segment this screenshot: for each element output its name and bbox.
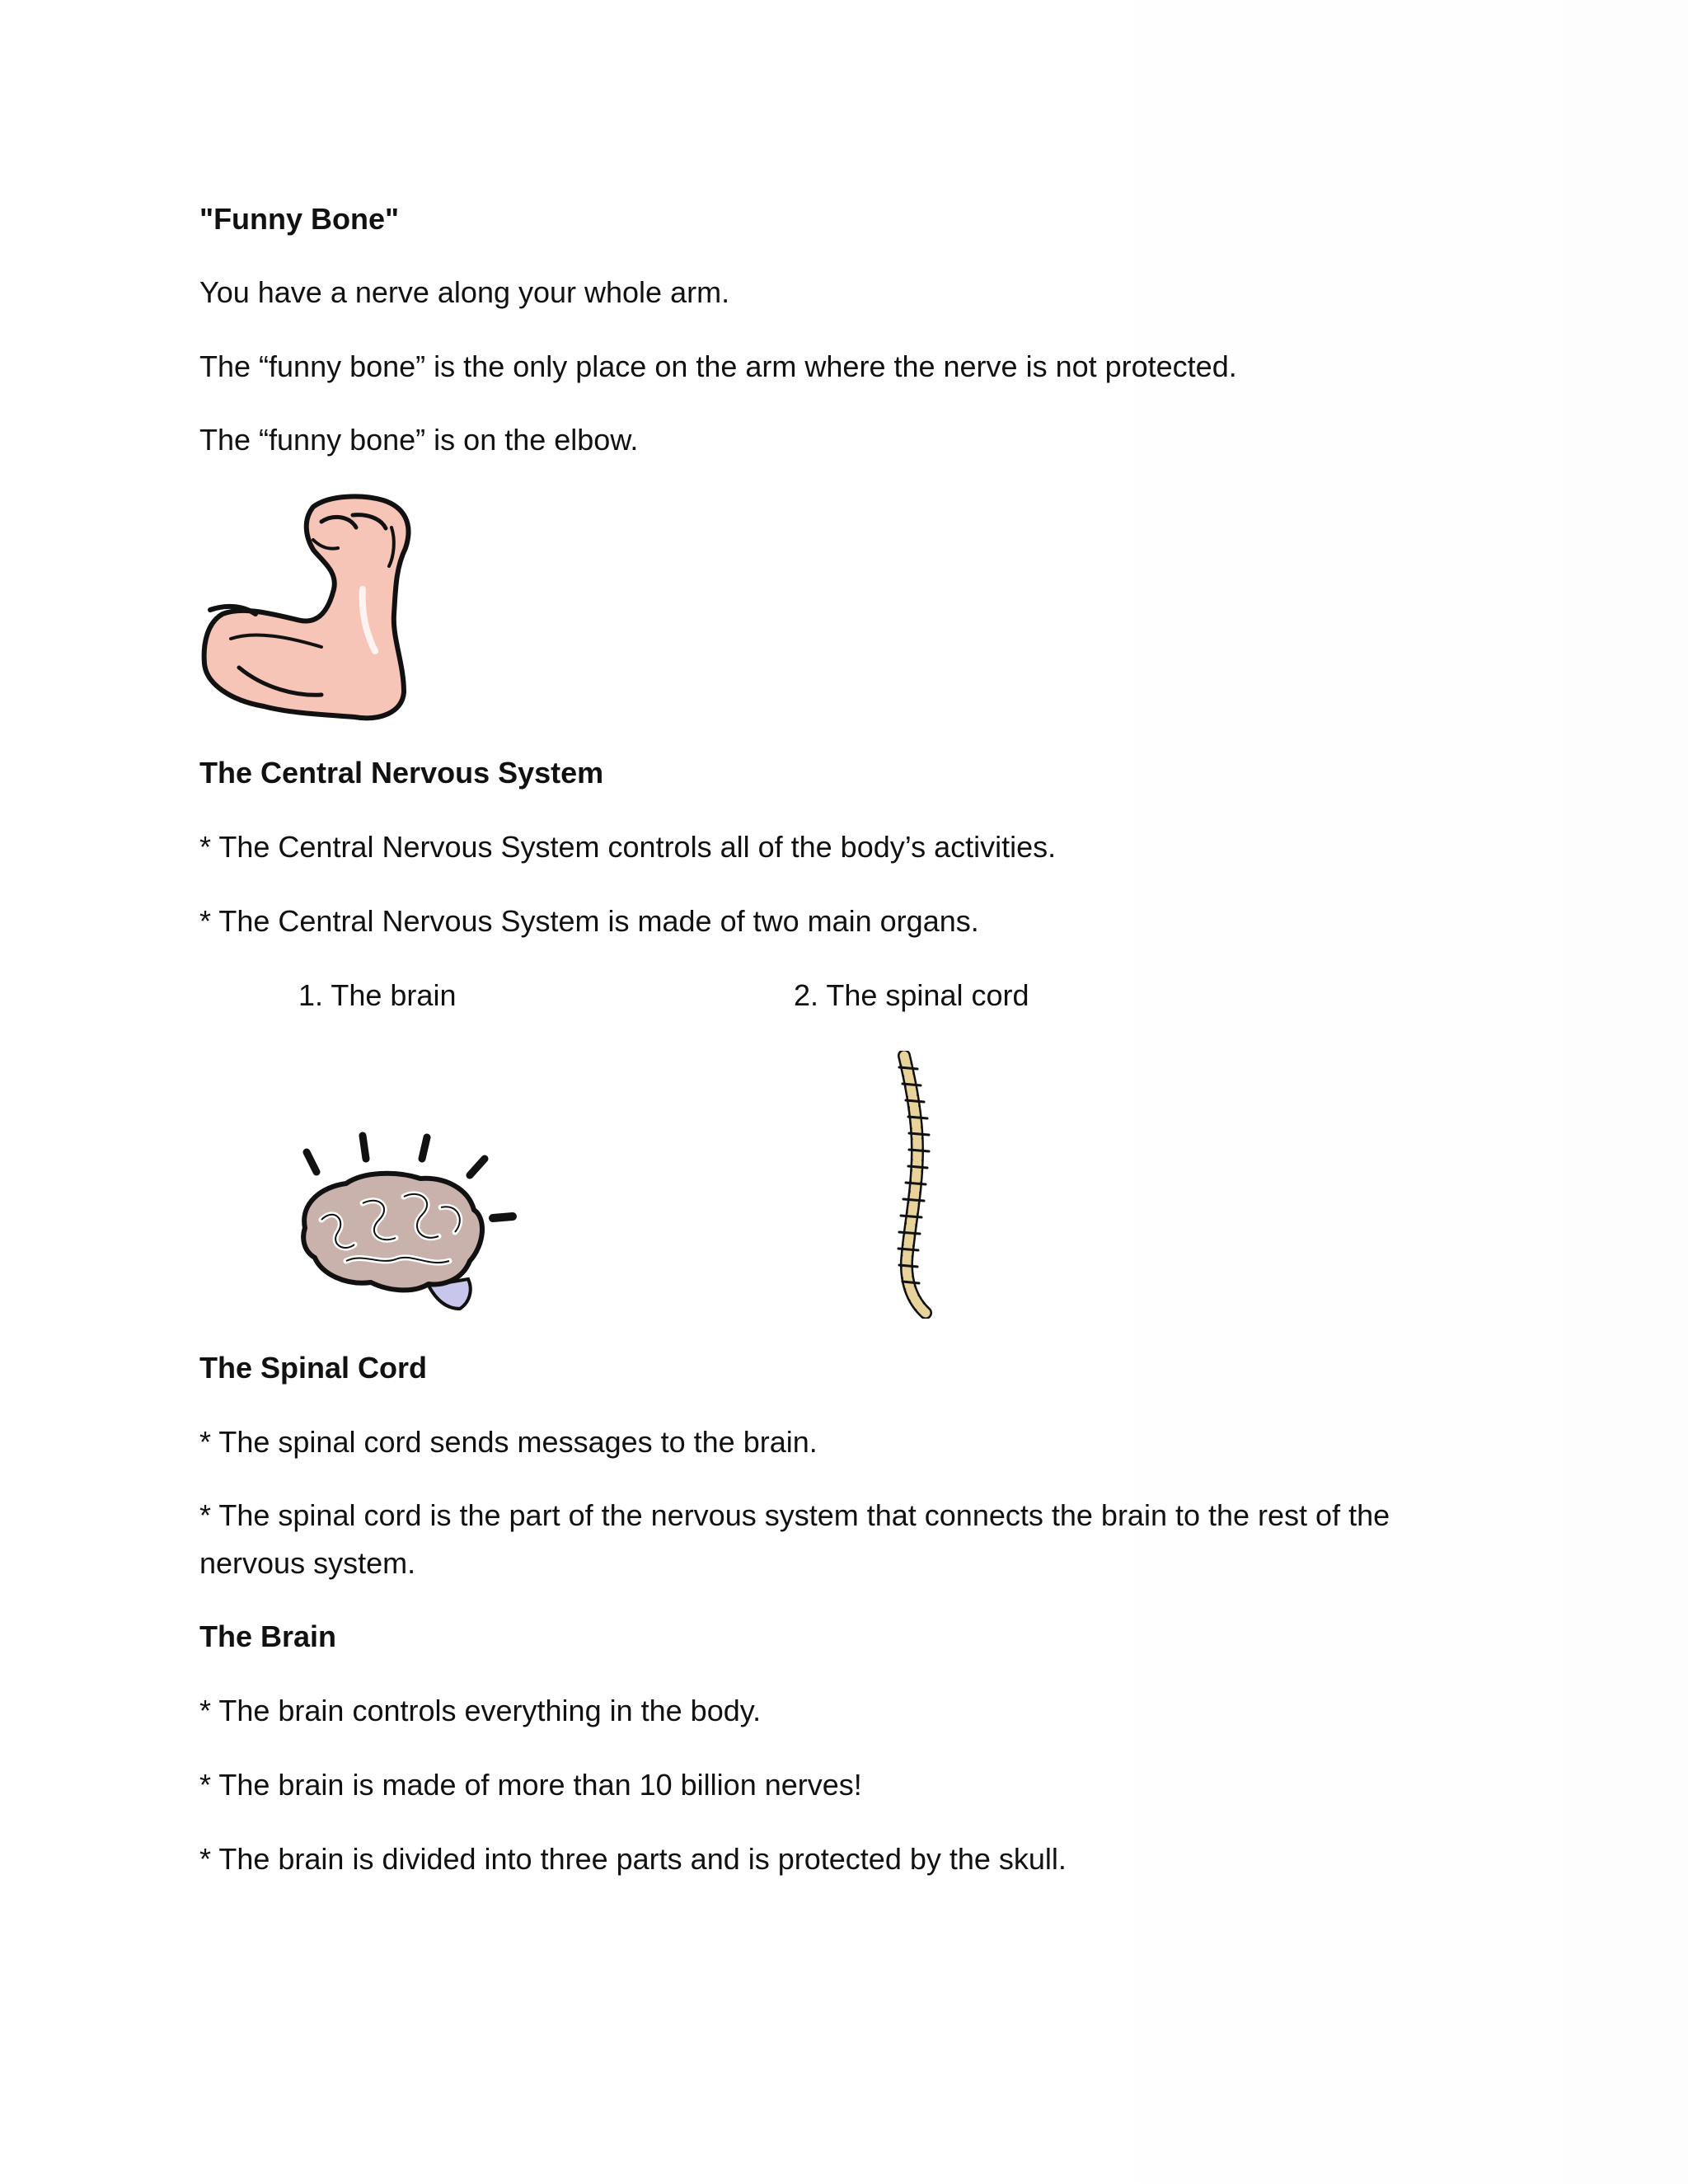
spinal-cord-bullet-1: * The spinal cord sends messages to the brain. xyxy=(199,1425,818,1459)
funny-bone-line-2: The “funny bone” is the only place on the arm where the nerve is not protected. xyxy=(199,349,1237,383)
spinal-column-icon xyxy=(886,1051,948,1319)
brain-bullet-1: * The brain controls everything in the body. xyxy=(199,1694,762,1727)
brain-bullet-3: * The brain is divided into three parts and is protected by the skull. xyxy=(199,1842,1067,1876)
cns-bullet-2: * The Central Nervous System is made of two main organs. xyxy=(199,904,979,938)
organ-item-brain: 1. The brain xyxy=(298,978,457,1012)
brain-heading: The Brain xyxy=(199,1619,337,1653)
spinal-cord-heading: The Spinal Cord xyxy=(199,1351,428,1385)
funny-bone-line-1: You have a nerve along your whole arm. xyxy=(199,275,730,309)
brain-bullet-2: * The brain is made of more than 10 billion nerves! xyxy=(199,1768,862,1802)
cns-bullet-1: * The Central Nervous System controls all of the body’s activities. xyxy=(199,830,1057,864)
brain-icon xyxy=(297,1129,528,1319)
organ-item-spinal-cord: 2. The spinal cord xyxy=(794,978,1029,1012)
flexed-arm-icon xyxy=(198,490,420,725)
funny-bone-heading: "Funny Bone" xyxy=(199,202,400,236)
cns-heading: The Central Nervous System xyxy=(199,756,604,790)
funny-bone-line-3: The “funny bone” is on the elbow. xyxy=(199,423,639,457)
spinal-cord-bullet-2: * The spinal cord is the part of the nervous system that connects the brain to the rest of the nervous system. xyxy=(199,1498,1390,1580)
